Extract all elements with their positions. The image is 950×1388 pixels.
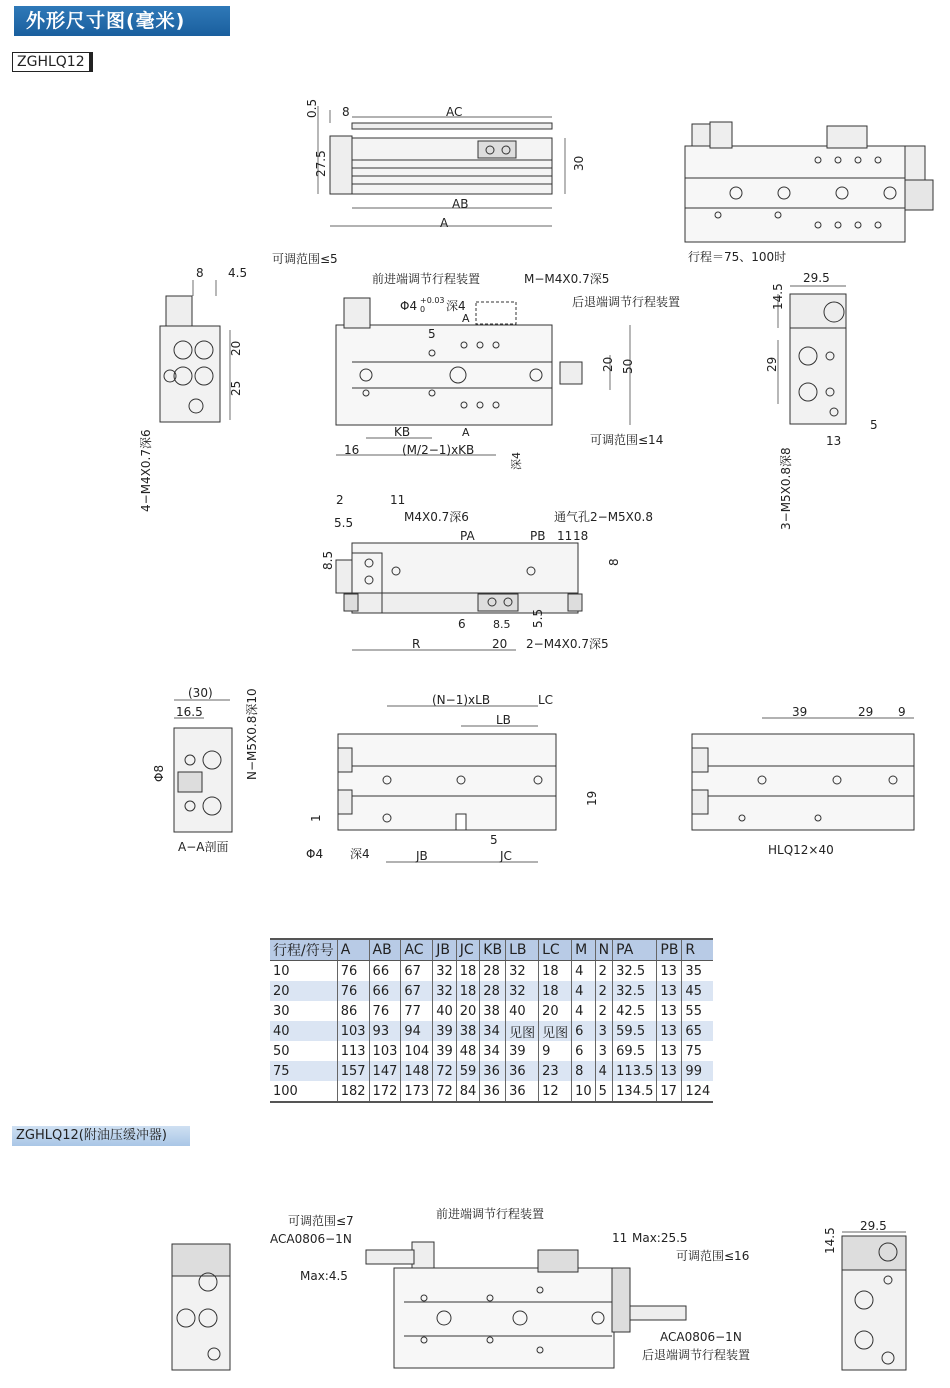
table-cell: 67 bbox=[401, 961, 433, 982]
table-cell: 32 bbox=[433, 961, 457, 982]
table-header-cell: KB bbox=[480, 939, 506, 961]
table-cell: 65 bbox=[682, 1021, 713, 1041]
table-cell: 113.5 bbox=[613, 1061, 657, 1081]
table-cell: 2 bbox=[595, 1001, 612, 1021]
table-header-cell: R bbox=[682, 939, 713, 961]
table-cell: 103 bbox=[337, 1021, 369, 1041]
dim-5-5b: 5.5 bbox=[531, 608, 545, 628]
dim-b-5: 5 bbox=[490, 833, 498, 847]
table-cell: 18 bbox=[456, 981, 480, 1001]
top-side-view bbox=[305, 99, 586, 230]
table-cell: 100 bbox=[270, 1081, 337, 1102]
table-cell: 13 bbox=[657, 1001, 682, 1021]
vertical-deep: 深4 bbox=[510, 452, 523, 470]
table-header-cell: 行程/符号 bbox=[270, 939, 337, 961]
buffer-left-view bbox=[172, 1244, 230, 1370]
left-end-view bbox=[139, 266, 247, 512]
table-cell: 66 bbox=[369, 981, 401, 1001]
table-cell: 32.5 bbox=[613, 981, 657, 1001]
section-title: 外形尺寸图(毫米) bbox=[14, 6, 230, 36]
hlq-caption: HLQ12×40 bbox=[768, 843, 834, 857]
aca-front: ACA0806−1N bbox=[270, 1232, 352, 1246]
n-m5-label: N−M5X0.8深10 bbox=[245, 688, 259, 780]
table-cell: 6 bbox=[572, 1021, 596, 1041]
table-cell: 42.5 bbox=[613, 1001, 657, 1021]
dim-ab: AB bbox=[452, 197, 469, 211]
table-header-cell: N bbox=[595, 939, 612, 961]
dim-16-5: 16.5 bbox=[176, 705, 203, 719]
table-cell: 20 bbox=[539, 1001, 572, 1021]
table-cell: 48 bbox=[456, 1041, 480, 1061]
table-cell: 66 bbox=[369, 961, 401, 982]
spec-table-header bbox=[270, 939, 713, 961]
spec-table bbox=[270, 938, 713, 1103]
table-row bbox=[270, 1081, 713, 1102]
dim-29: 29 bbox=[765, 356, 779, 372]
dim-50: 50 bbox=[621, 358, 635, 374]
section-a-bottom: A bbox=[462, 426, 470, 439]
table-header-cell: PB bbox=[657, 939, 682, 961]
dim-jb: JB bbox=[416, 849, 428, 863]
table-cell: 18 bbox=[539, 981, 572, 1001]
dim-lb: LB bbox=[496, 713, 511, 727]
aca-rear: ACA0806−1N bbox=[660, 1330, 742, 1344]
max-25-5: Max:25.5 bbox=[632, 1231, 688, 1245]
table-cell: 59 bbox=[456, 1061, 480, 1081]
buffer-main-view bbox=[270, 1206, 750, 1368]
middle-side-view bbox=[321, 493, 653, 651]
dim-29-5: 29.5 bbox=[803, 271, 830, 285]
m4-deep6: M4X0.7深6 bbox=[404, 510, 469, 524]
right-end-view bbox=[765, 271, 878, 530]
table-cell: 4 bbox=[572, 981, 596, 1001]
table-cell: 124 bbox=[682, 1081, 713, 1102]
dim-20: 20 bbox=[601, 356, 615, 372]
dim-r-m5: 3−M5X0.8深8 bbox=[779, 447, 793, 530]
phi4-bottom: Φ4 bbox=[306, 847, 324, 861]
table-cell: 76 bbox=[369, 1001, 401, 1021]
deep4-bottom: 深4 bbox=[350, 847, 370, 861]
dim-m-8: 8 bbox=[607, 558, 621, 566]
table-cell: 40 bbox=[433, 1001, 457, 1021]
table-row bbox=[270, 1041, 713, 1061]
dim-18: 18 bbox=[573, 529, 589, 543]
table-cell: 134.5 bbox=[613, 1081, 657, 1102]
table-cell: 13 bbox=[657, 981, 682, 1001]
table-cell: 6 bbox=[572, 1041, 596, 1061]
buffer-front-adjust: 前进端调节行程装置 bbox=[436, 1207, 545, 1221]
table-header-cell: PA bbox=[613, 939, 657, 961]
spec-table-body bbox=[270, 961, 713, 1103]
dim-pb: PB bbox=[530, 529, 546, 543]
table-cell: 32 bbox=[506, 961, 539, 982]
table-cell: 18 bbox=[539, 961, 572, 982]
table-header-cell: LB bbox=[506, 939, 539, 961]
table-cell: 13 bbox=[657, 961, 682, 982]
table-cell: 13 bbox=[657, 1021, 682, 1041]
table-cell: 13 bbox=[657, 1041, 682, 1061]
dim-jc: JC bbox=[500, 849, 512, 863]
table-cell: 172 bbox=[369, 1081, 401, 1102]
dim-c-14-5: 14.5 bbox=[823, 1227, 837, 1254]
table-cell: 39 bbox=[433, 1041, 457, 1061]
adj-range-7: 可调范围≤7 bbox=[288, 1214, 354, 1228]
table-cell: 99 bbox=[682, 1061, 713, 1081]
table-cell: 55 bbox=[682, 1001, 713, 1021]
table-cell: 59.5 bbox=[613, 1021, 657, 1041]
table-cell: 173 bbox=[401, 1081, 433, 1102]
dim-c-11: 11 bbox=[612, 1231, 628, 1245]
table-cell: 8 bbox=[572, 1061, 596, 1081]
dim-h-39: 39 bbox=[792, 705, 808, 719]
table-cell: 20 bbox=[456, 1001, 480, 1021]
table-cell: 75 bbox=[270, 1061, 337, 1081]
dim-m2kb: (M/2−1)xKB bbox=[402, 443, 475, 457]
table-header-cell: M bbox=[572, 939, 596, 961]
dim-left-20: 20 bbox=[229, 340, 243, 356]
table-cell: 36 bbox=[506, 1081, 539, 1102]
table-cell: 10 bbox=[273, 963, 290, 979]
table-cell: 32 bbox=[506, 981, 539, 1001]
adj-range-5: 可调范围≤5 bbox=[272, 252, 338, 266]
table-cell: 见图 bbox=[506, 1021, 539, 1041]
table-cell: 76 bbox=[337, 961, 369, 982]
dim-left-8: 8 bbox=[196, 266, 204, 280]
rear-adjust-label: 后退端调节行程装置 bbox=[572, 295, 681, 309]
stroke-note: 行程＝75、100时 bbox=[688, 250, 787, 264]
table-cell: 40 bbox=[270, 1021, 337, 1041]
table-cell: 76 bbox=[337, 981, 369, 1001]
dim-16: 16 bbox=[344, 443, 360, 457]
table-cell: 34 bbox=[480, 1041, 506, 1061]
phi4-label: Φ4 bbox=[400, 299, 418, 313]
dim-pa: PA bbox=[460, 529, 475, 543]
dim-8-5: 8.5 bbox=[321, 550, 335, 570]
table-cell: 38 bbox=[456, 1021, 480, 1041]
tol-upper: +0.03 bbox=[420, 296, 445, 305]
table-cell: 75 bbox=[682, 1041, 713, 1061]
table-cell: 157 bbox=[337, 1061, 369, 1081]
dim-lc: LC bbox=[538, 693, 554, 707]
table-cell: 28 bbox=[480, 981, 506, 1001]
aa-caption: A−A剖面 bbox=[178, 840, 229, 854]
max-4-5: Max:4.5 bbox=[300, 1269, 348, 1283]
table-cell: 39 bbox=[433, 1021, 457, 1041]
table-cell: 3 bbox=[595, 1021, 612, 1041]
table-cell: 93 bbox=[369, 1021, 401, 1041]
table-cell: 9 bbox=[539, 1041, 572, 1061]
table-cell: 3 bbox=[595, 1041, 612, 1061]
table-cell: 36 bbox=[480, 1061, 506, 1081]
hlq12x40-view bbox=[692, 705, 914, 857]
table-cell: 45 bbox=[682, 981, 713, 1001]
table-cell: 40 bbox=[506, 1001, 539, 1021]
table-row bbox=[270, 981, 713, 1001]
table-header-cell: AC bbox=[401, 939, 433, 961]
dim-h-29: 29 bbox=[858, 705, 874, 719]
dim-m-20: 20 bbox=[492, 637, 508, 651]
dim-nlb: (N−1)xLB bbox=[432, 693, 491, 707]
table-cell: 5 bbox=[595, 1081, 612, 1102]
table-cell: 18 bbox=[456, 961, 480, 982]
table-cell: 36 bbox=[506, 1061, 539, 1081]
vent-hole: 通气孔2−M5X0.8 bbox=[554, 510, 653, 524]
dim-left-m4: 4−M4X0.7深6 bbox=[139, 429, 153, 512]
table-cell: 86 bbox=[337, 1001, 369, 1021]
table-cell: 2 bbox=[595, 981, 612, 1001]
buffer-right-view bbox=[823, 1219, 906, 1370]
table-header-cell: LC bbox=[539, 939, 572, 961]
table-row bbox=[270, 1021, 713, 1041]
model-buffer-label: ZGHLQ12(附油压缓冲器) bbox=[12, 1126, 190, 1146]
dim-14-5: 14.5 bbox=[771, 283, 785, 310]
table-header-cell: JB bbox=[433, 939, 457, 961]
dim-11b: 11 bbox=[557, 529, 573, 543]
table-cell: 13 bbox=[657, 1061, 682, 1081]
m4-deep5: 2−M4X0.7深5 bbox=[526, 637, 609, 651]
dim-kb: KB bbox=[394, 425, 411, 439]
dim-6: 6 bbox=[458, 617, 466, 631]
table-cell: 20 bbox=[270, 981, 337, 1001]
dim-8: 8 bbox=[342, 105, 350, 119]
front-adjust-label: 前进端调节行程装置 bbox=[372, 272, 481, 286]
dim-13: 13 bbox=[826, 434, 842, 448]
section-aa-view bbox=[152, 686, 259, 854]
table-header-cell: AB bbox=[369, 939, 401, 961]
table-cell: 38 bbox=[480, 1001, 506, 1021]
table-cell: 12 bbox=[539, 1081, 572, 1102]
dim-0-5: 0.5 bbox=[305, 98, 319, 118]
section-a-top: A bbox=[462, 312, 470, 325]
dim-a: A bbox=[440, 216, 449, 230]
table-cell: 77 bbox=[401, 1001, 433, 1021]
table-cell: 69.5 bbox=[613, 1041, 657, 1061]
dim-left-25: 25 bbox=[229, 380, 243, 396]
dim-m-11: 11 bbox=[390, 493, 406, 507]
table-cell: 4 bbox=[595, 1061, 612, 1081]
table-header-cell: A bbox=[337, 939, 369, 961]
tol-lower: 0 bbox=[420, 305, 426, 314]
model-label: ZGHLQ12 bbox=[12, 52, 93, 72]
adj-range-16: 可调范围≤16 bbox=[676, 1249, 750, 1263]
table-cell: 4 bbox=[572, 961, 596, 982]
m-m4-label: M−M4X0.7深5 bbox=[524, 272, 610, 286]
dim-r: R bbox=[412, 637, 421, 651]
table-cell: 147 bbox=[369, 1061, 401, 1081]
dim-5: 5 bbox=[428, 327, 436, 341]
table-cell: 4 bbox=[572, 1001, 596, 1021]
dim-1: 1 bbox=[309, 814, 323, 822]
deep4-label: 深4 bbox=[446, 299, 466, 313]
table-cell: 104 bbox=[401, 1041, 433, 1061]
dim-19: 19 bbox=[585, 790, 599, 806]
table-row bbox=[270, 1061, 713, 1081]
table-cell: 72 bbox=[433, 1081, 457, 1102]
dim-27-5: 27.5 bbox=[314, 150, 328, 177]
dim-r-5: 5 bbox=[870, 418, 878, 432]
table-header-cell: JC bbox=[456, 939, 480, 961]
bottom-plan-view bbox=[306, 693, 599, 863]
top-right-view bbox=[685, 122, 933, 264]
table-cell: 35 bbox=[682, 961, 713, 982]
table-cell: 32.5 bbox=[613, 961, 657, 982]
table-cell: 28 bbox=[480, 961, 506, 982]
table-cell: 148 bbox=[401, 1061, 433, 1081]
table-cell: 72 bbox=[433, 1061, 457, 1081]
phi8-label: Φ8 bbox=[152, 764, 166, 782]
dim-30-paren: (30) bbox=[188, 686, 213, 700]
table-cell: 50 bbox=[273, 1043, 290, 1059]
table-cell: 34 bbox=[480, 1021, 506, 1041]
table-cell: 30 bbox=[273, 1003, 290, 1019]
table-cell: 32 bbox=[433, 981, 457, 1001]
dim-h-9: 9 bbox=[898, 705, 906, 719]
dim-8-5b: 8.5 bbox=[493, 618, 511, 631]
dim-c-29-5: 29.5 bbox=[860, 1219, 887, 1233]
dim-m-5-5: 5.5 bbox=[334, 516, 354, 530]
buffer-rear-adjust: 后退端调节行程装置 bbox=[642, 1348, 751, 1362]
dim-ac: AC bbox=[446, 105, 463, 119]
table-cell: 39 bbox=[506, 1041, 539, 1061]
table-cell: 23 bbox=[539, 1061, 572, 1081]
dim-m-2: 2 bbox=[336, 493, 344, 507]
table-cell: 2 bbox=[595, 961, 612, 982]
table-cell: 84 bbox=[456, 1081, 480, 1102]
table-cell: 113 bbox=[337, 1041, 369, 1061]
table-cell: 67 bbox=[401, 981, 433, 1001]
table-cell: 见图 bbox=[539, 1021, 572, 1041]
dim-left-4-5: 4.5 bbox=[228, 266, 248, 280]
table-cell: 182 bbox=[337, 1081, 369, 1102]
table-cell: 36 bbox=[480, 1081, 506, 1102]
table-cell: 103 bbox=[369, 1041, 401, 1061]
table-row bbox=[270, 961, 713, 982]
table-cell: 10 bbox=[572, 1081, 596, 1102]
adj-range-14: 可调范围≤14 bbox=[590, 433, 664, 447]
table-row bbox=[270, 1001, 713, 1021]
table-cell: 17 bbox=[657, 1081, 682, 1102]
main-plan-view bbox=[272, 252, 680, 470]
dim-30: 30 bbox=[572, 155, 586, 171]
table-cell: 94 bbox=[401, 1021, 433, 1041]
